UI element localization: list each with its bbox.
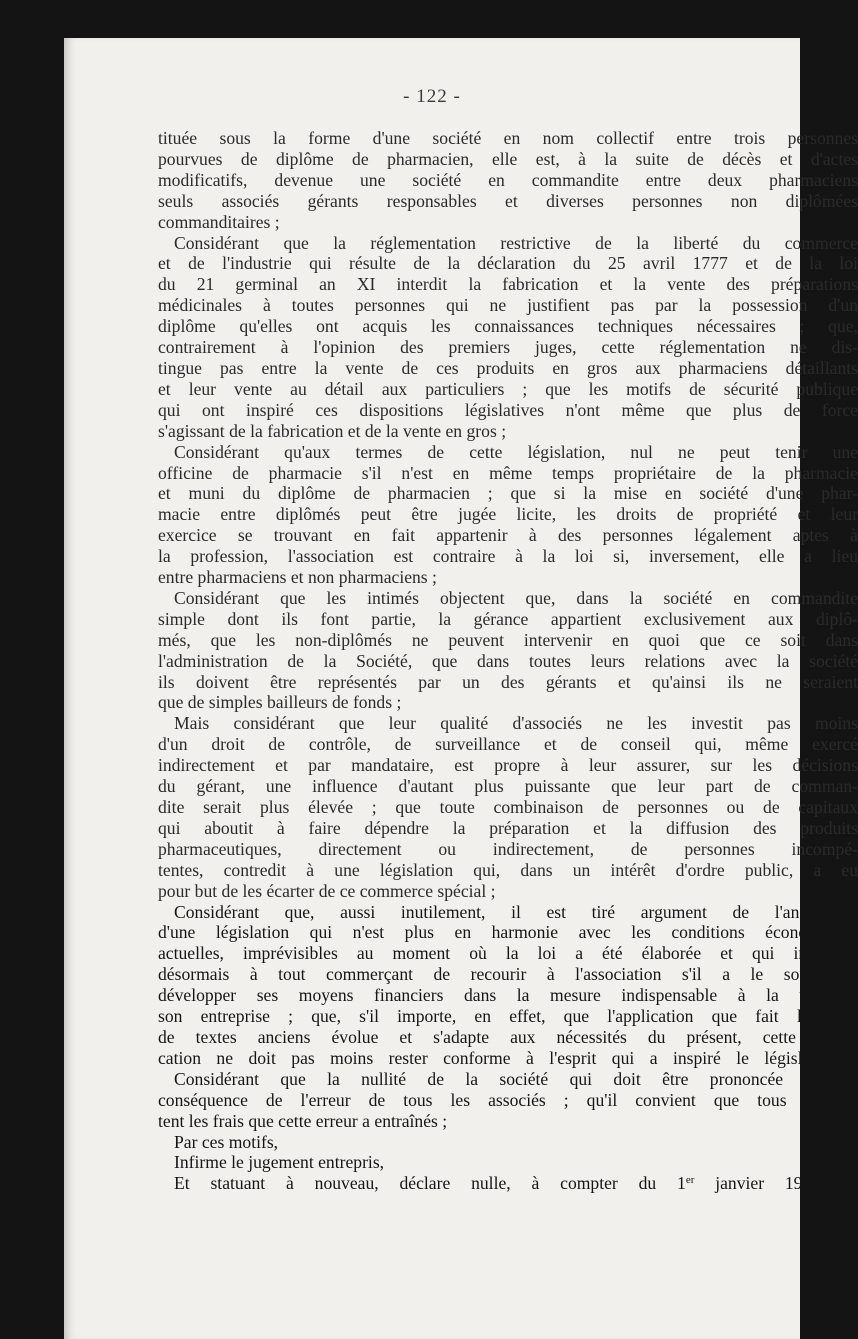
text-line: la profession, l'association est contraire à la loi si, inversement, elle a lieu bbox=[158, 546, 858, 567]
text-line: et de l'industrie qui résulte de la déclaration du 25 avril 1777 et de la loi bbox=[158, 253, 858, 274]
text-line: Par ces motifs, bbox=[174, 1131, 279, 1152]
text-line: tingue pas entre la vente de ces produits en gros aux pharmaciens détaillants bbox=[158, 357, 858, 378]
text-line: contrairement à l'opinion des premiers juges, cette réglementation ne dis- bbox=[158, 337, 858, 358]
text-line: macie entre diplômés peut être jugée licite, les droits de propriété et leur bbox=[158, 504, 858, 525]
text-line: commanditaires ; bbox=[158, 211, 280, 232]
text-line: développer ses moyens financiers dans la mesure indispensable à la vie de bbox=[158, 985, 858, 1006]
final-line-start: Et statuant à nouveau, déclare nulle, à compter du 1 bbox=[174, 1173, 686, 1194]
final-line bbox=[158, 1173, 858, 1194]
text-line: du gérant, une influence d'autant plus puissante que leur part de comman- bbox=[158, 776, 858, 797]
text-line: qui aboutit à faire dépendre la préparation et la diffusion des produits bbox=[158, 817, 858, 838]
text-line: d'une législation qui n'est plus en harmonie avec les conditions économiques bbox=[158, 922, 858, 943]
text-line: seuls associés gérants responsables et diverses personnes non diplômées bbox=[158, 190, 858, 211]
text-line: son entreprise ; que, s'il importe, en effet, que l'application que fait le juge bbox=[158, 1006, 858, 1027]
text-line: l'administration de la Société, que dans toutes leurs relations avec la société bbox=[158, 650, 858, 671]
text-line: diplôme qu'elles ont acquis les connaissances techniques nécessaires ; que, bbox=[158, 316, 858, 337]
text-line: simple dont ils font partie, la gérance appartient exclusivement aux diplô- bbox=[158, 608, 858, 629]
text-line: de textes anciens évolue et s'adapte aux nécessités du présent, cette appli- bbox=[158, 1026, 858, 1047]
text-line: pharmaceutiques, directement ou indirectement, de personnes incompé- bbox=[158, 838, 858, 859]
text-line: Considérant que la réglementation restrictive de la liberté du commerce bbox=[174, 232, 858, 253]
text-line: médicinales à toutes personnes qui ne justifient pas par la possession d'un bbox=[158, 295, 858, 316]
text-line: pourvues de diplôme de pharmacien, elle est, à la suite de décès et d'actes bbox=[158, 148, 858, 169]
text-line: et muni du diplôme de pharmacien ; que si la mise en société d'une phar- bbox=[158, 483, 858, 504]
text-line: Considérant que les intimés objectent que, dans la société en commandite bbox=[174, 587, 858, 608]
text-line: Infirme le jugement entrepris, bbox=[174, 1152, 385, 1173]
text-line: pour but de les écarter de ce commerce spécial ; bbox=[158, 880, 496, 901]
text-line: exercice se trouvant en fait appartenir à des personnes légalement aptes à bbox=[158, 525, 858, 546]
text-line: désormais à tout commerçant de recourir à l'association s'il a le souci de bbox=[158, 964, 858, 985]
page-number: - 122 - bbox=[403, 86, 461, 107]
text-line: Considérant que, aussi inutilement, il est tiré argument de l'ancienneté bbox=[174, 901, 858, 922]
text-line: du 21 germinal an XI interdit la fabrication et la vente des préparations bbox=[158, 274, 858, 295]
final-line-end: janvier 1927, la bbox=[694, 1173, 858, 1194]
text-line: s'agissant de la fabrication et de la vente en gros ; bbox=[158, 420, 507, 441]
text-line: cation ne doit pas moins rester conforme à l'esprit qui a inspiré le législateur ; bbox=[158, 1047, 858, 1068]
text-lines bbox=[158, 128, 858, 1173]
text-line: qui ont inspiré ces dispositions législatives n'ont même que plus de force bbox=[158, 399, 858, 420]
text-line: d'un droit de contrôle, de surveillance et de conseil qui, même exercé bbox=[158, 734, 858, 755]
text-line: més, que les non-diplômés ne peuvent intervenir en quoi que ce soit dans bbox=[158, 629, 858, 650]
body-text bbox=[158, 128, 858, 1194]
text-line: tituée sous la forme d'une société en nom collectif entre trois personnes bbox=[158, 128, 858, 148]
final-line-superscript: er bbox=[685, 1174, 695, 1187]
text-line: dite serait plus élevée ; que toute combinaison de personnes ou de capitaux bbox=[158, 797, 858, 817]
text-line: modificatifs, devenue une société en commandite entre deux pharmaciens bbox=[158, 169, 858, 190]
text-line: conséquence de l'erreur de tous les associés ; qu'il convient que tous suppor- bbox=[158, 1089, 858, 1110]
text-line: et leur vente au détail aux particuliers ; que les motifs de sécurité publique bbox=[158, 378, 858, 399]
text-line: tent les frais que cette erreur a entraînés ; bbox=[158, 1110, 448, 1131]
text-line: Mais considérant que leur qualité d'associés ne les investit pas moins bbox=[174, 713, 858, 734]
text-line: indirectement et par mandataire, est propre à leur assurer, sur les décisions bbox=[158, 755, 858, 776]
document-page bbox=[64, 38, 858, 1339]
text-line: Considérant que la nullité de la société qui doit être prononcée est la bbox=[174, 1068, 858, 1089]
text-line: Considérant qu'aux termes de cette législation, nul ne peut tenir une bbox=[174, 441, 858, 462]
text-line: entre pharmaciens et non pharmaciens ; bbox=[158, 567, 437, 588]
text-line: actuelles, imprévisibles au moment où la loi a été élaborée et qui imposent bbox=[158, 943, 858, 964]
text-line: que de simples bailleurs de fonds ; bbox=[158, 692, 402, 713]
text-line: tentes, contredit à une législation qui, dans un intérêt d'ordre public, a eu bbox=[158, 859, 858, 880]
text-line: officine de pharmacie s'il n'est en même temps propriétaire de la pharmacie bbox=[158, 462, 858, 483]
text-line: ils doivent être représentés par un des gérants et qu'ainsi ils ne seraient bbox=[158, 671, 858, 692]
